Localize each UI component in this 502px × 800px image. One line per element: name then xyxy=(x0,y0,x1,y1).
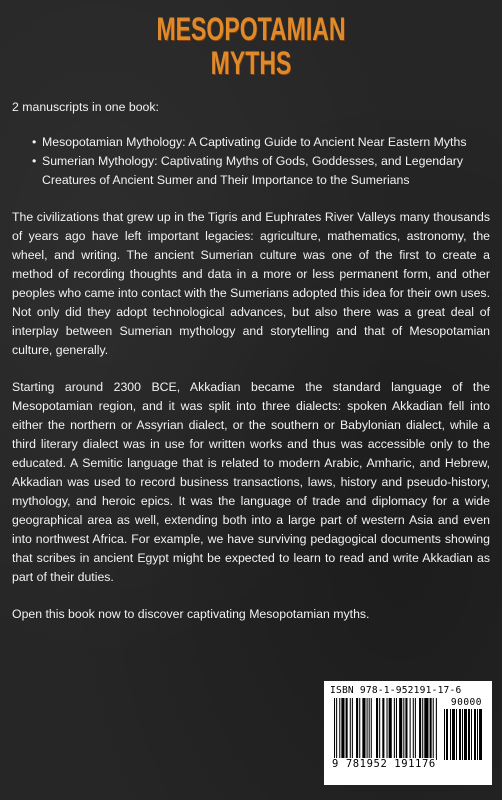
manuscript-item: • Sumerian Mythology: Captivating Myths of Gods, Goddesses, and Legendary Creatures of Ancient Sumer and Their Importance to the Sumerians xyxy=(34,152,490,190)
barcode-graphic xyxy=(330,698,486,768)
cover-title xyxy=(0,12,502,80)
barcode-addon-bars xyxy=(444,709,484,760)
description-paragraph-2: Starting around 2300 BCE, Akkadian became the standard language of the Mesopotamian region, and it was split into three dialects: spoken Akkadian fell into either the northern or Assyrian dialect, or the southern or Babylonian dialect, while a third literary dialect was in use for written works and thus was accessible only to the educated. A Semitic language that is related to modern Arabic, Amharic, and Hebrew, Akkadian was used to record business transactions, laws, history and pseudo-history, mythology, and heroic epics. It was the language of trade and diplomacy for a wide geographical area as well, extending both into a large part of western Asia and even into northwest Africa. For example, we have surviving pedagogical documents showing that scribes in ancient Egypt might be expected to learn to read and write Akkadian as part of their duties. xyxy=(12,380,490,584)
barcode-bars xyxy=(334,698,438,760)
barcode-digits: 9 781952 191176 xyxy=(332,758,436,770)
barcode-addon-number: 90000 xyxy=(450,697,482,708)
back-cover-text xyxy=(12,98,490,642)
description-paragraph-1: The civilizations that grew up in the Tigris and Euphrates River Valleys many thousands of years ago have left important legacies: agriculture, mathematics, astronomy, the wheel, and writing. The ancient Sumerian culture was one of the first to create a method of recording thoughts and data in a more or less permanent form, and other peoples who came into contact with the Sumerians adopted this idea for their own uses. Not only did they adopt technological advances, but also there was a great deal of interplay between Sumerian mythology and storytelling and that of Mesopotamian culture, generally. xyxy=(12,210,490,357)
title-line-1: MESOPOTAMIAN xyxy=(156,11,346,47)
intro-line: 2 manuscripts in one book: xyxy=(12,100,159,114)
manuscript-item: • Mesopotamian Mythology: A Captivating Guide to Ancient Near Eastern Myths xyxy=(34,133,490,152)
isbn-label: ISBN 978-1-952191-17-6 xyxy=(330,685,462,696)
title-line-2: MYTHS xyxy=(210,45,292,81)
closing-line: Open this book now to discover captivating Mesopotamian myths. xyxy=(12,607,370,621)
manuscript-list xyxy=(12,133,490,190)
isbn-barcode xyxy=(324,681,492,785)
